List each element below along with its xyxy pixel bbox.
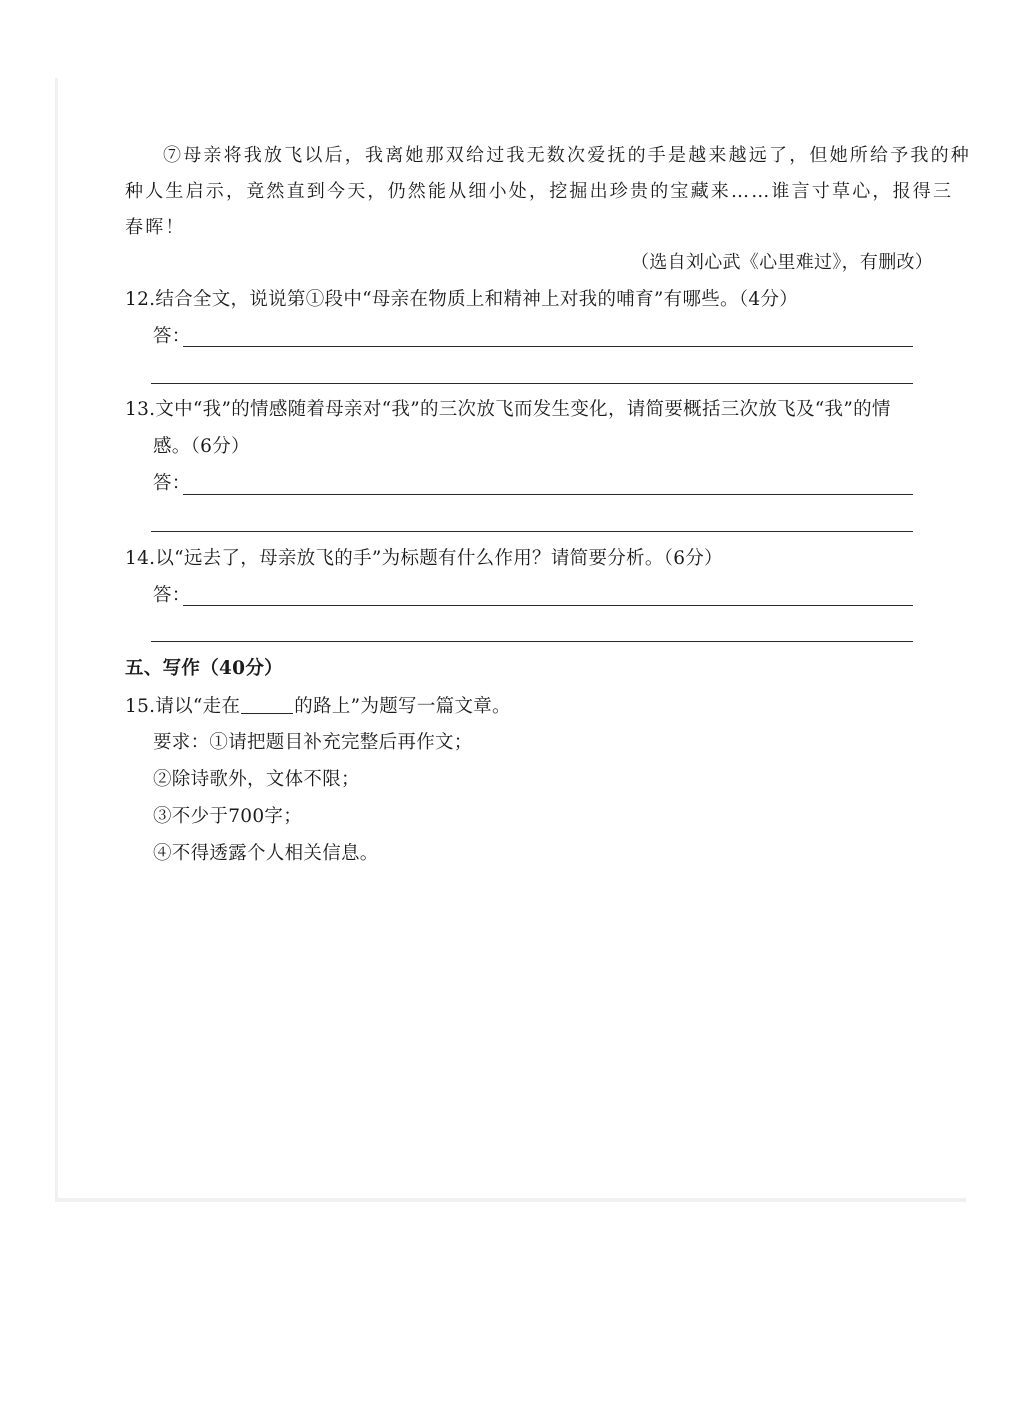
exam-page bbox=[55, 78, 966, 1202]
passage-line-2: 种人生启示，竟然直到今天，仍然能从细小处，挖掘出珍贵的宝藏来……谁言寸草心，报得三 bbox=[125, 181, 954, 202]
answer-label-13: 答： bbox=[153, 473, 191, 494]
question-14: 14.以“远去了，母亲放飞的手”为标题有什么作用？请简要分析。（6分） bbox=[125, 548, 723, 569]
passage-source: （选自刘心武《心里难过》，有删改） bbox=[631, 252, 934, 273]
answer-line-12a[interactable] bbox=[183, 346, 913, 347]
answer-label-14: 答： bbox=[153, 585, 191, 606]
requirement-1: 要求：①请把题目补充完整后再作文； bbox=[153, 732, 473, 753]
question-15-suffix: 的路上”为题写一篇文章。 bbox=[294, 696, 511, 717]
requirement-4: ④不得透露个人相关信息。 bbox=[153, 843, 379, 864]
answer-line-13b[interactable] bbox=[151, 531, 913, 532]
question-12: 12.结合全文，说说第①段中“母亲在物质上和精神上对我的哺育”有哪些。（4分） bbox=[125, 289, 799, 310]
answer-line-14b[interactable] bbox=[151, 641, 913, 642]
answer-line-12b[interactable] bbox=[151, 383, 913, 384]
answer-label-12: 答： bbox=[153, 326, 191, 347]
requirement-3: ③不少于700字； bbox=[153, 806, 303, 827]
passage-line-3: 春晖！ bbox=[125, 217, 186, 238]
question-15-prefix: 15.请以“走在 bbox=[125, 696, 241, 717]
question-13-line-2: 感。（6分） bbox=[153, 436, 250, 457]
passage-line-1: ⑦母亲将我放飞以后，我离她那双给过我无数次爱抚的手是越来越远了，但她所给予我的种 bbox=[163, 145, 971, 166]
question-13-line-1: 13.文中“我”的情感随着母亲对“我”的三次放飞而发生变化，请简要概括三次放飞及“我”的情 bbox=[125, 399, 891, 420]
answer-line-13a[interactable] bbox=[183, 494, 913, 495]
question-15 bbox=[125, 697, 511, 717]
title-blank[interactable] bbox=[241, 697, 293, 714]
answer-line-14a[interactable] bbox=[183, 605, 913, 606]
section-heading-writing: 五、写作（40分） bbox=[125, 658, 283, 679]
requirement-2: ②除诗歌外，文体不限； bbox=[153, 769, 360, 790]
